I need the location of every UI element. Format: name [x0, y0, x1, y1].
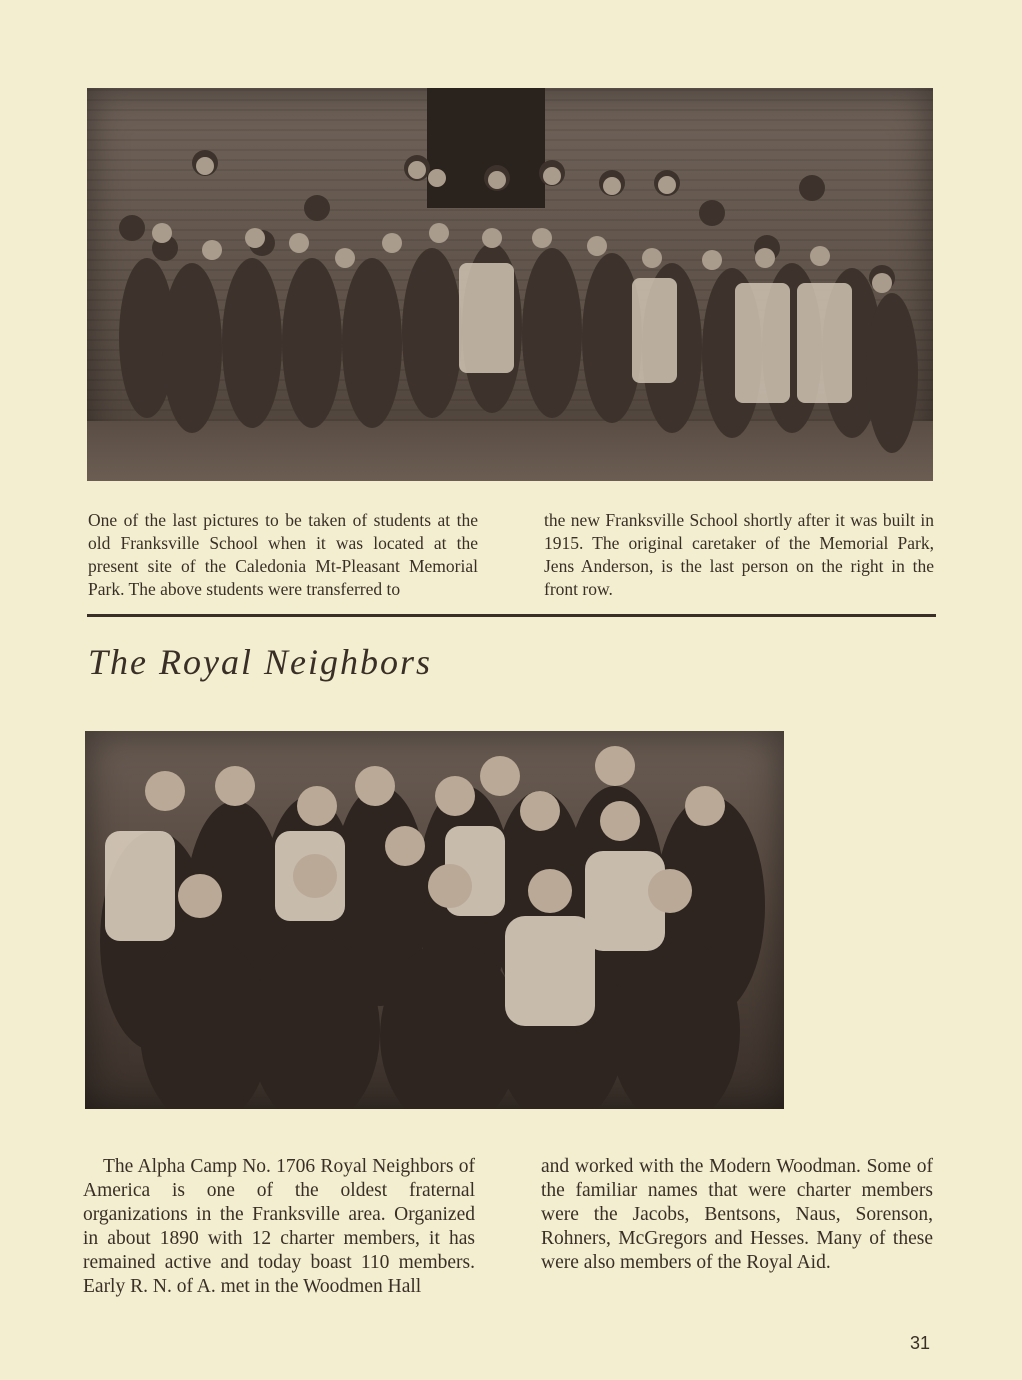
- article-paragraph-right: and worked with the Modern Woodman. Some of the familiar names that were charter members were the Jacobs, Bentsons, Naus, Sorenson, Rohners, McGregors and Hesses. Many of these were also members of the Royal Aid.: [541, 1156, 933, 1273]
- section-divider: [87, 614, 936, 617]
- students-group-silhouette: [87, 88, 933, 481]
- school-photo-caption-right: the new Franksville School shortly after it was built in 1915. The original caretaker of the Memorial Park, Jens Anderson, is the last person on the right in the front row.: [544, 510, 934, 599]
- section-title: The Royal Neighbors: [88, 642, 432, 682]
- article-paragraph-left: The Alpha Camp No. 1706 Royal Neighbors of America is one of the oldest fraternal organizations in the Franksville area. Organized in about 1890 with 12 charter members, it has remained active and today boast 110 members. Early R. N. of A. met in the Woodmen Hall: [83, 1156, 475, 1297]
- school-students-photo: [87, 88, 933, 481]
- royal-neighbors-members-silhouette: [85, 731, 784, 1109]
- page-number: 31: [910, 1333, 931, 1353]
- royal-neighbors-group-photo: [85, 731, 784, 1109]
- school-photo-caption-left: One of the last pictures to be taken of students at the old Franksville School when it was located at the present site of the Caledonia Mt-Pleasant Memorial Park. The above students were transferred to: [88, 510, 478, 599]
